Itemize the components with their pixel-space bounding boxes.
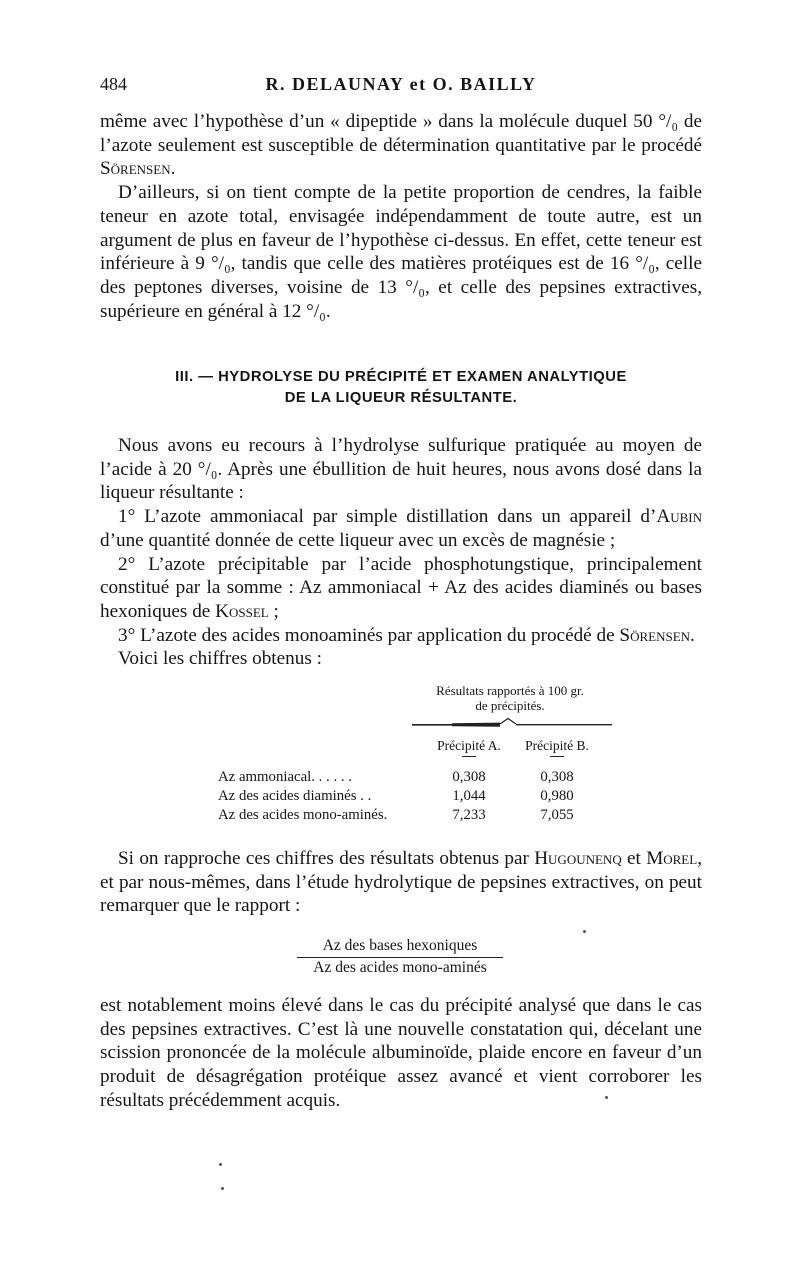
results-caption-line: de précipités.: [475, 698, 545, 713]
table-row: [218, 787, 596, 806]
fraction-numerator: Az des bases hexoniques: [297, 937, 503, 958]
value-b: 0,980: [540, 788, 574, 804]
ratio-fraction: [297, 937, 503, 977]
value-a: 1,044: [452, 788, 486, 804]
row-label: Az des acides mono-aminés.: [218, 807, 388, 823]
author-name: Morel: [646, 848, 698, 869]
results-intro: Voici les chiffres obtenus :: [118, 648, 322, 670]
body-text-comparison: [100, 847, 702, 918]
paragraph-comparison: [100, 847, 702, 918]
fraction-denominator: Az des acides mono-aminés: [313, 959, 487, 976]
results-caption-line: Résultats rapportés à 100 gr.: [436, 683, 584, 698]
paragraph-text: , et par nous-mêmes, dans l’étude hydrolytique de pepsines extractives, on peut remarquer que le rapport :: [100, 848, 702, 917]
author-name: Sörensen: [100, 158, 171, 180]
list-item-text: .: [690, 624, 695, 646]
dash-mark: [462, 756, 476, 757]
ornamental-rule: [412, 716, 612, 730]
list-item-1: [100, 505, 702, 552]
body-text-top: [100, 110, 702, 323]
list-item-text: ;: [268, 600, 279, 622]
dash-mark: [550, 756, 564, 757]
column-header-b: Précipité B.: [518, 738, 596, 768]
paper-speck: [583, 930, 586, 933]
body-text-middle: [100, 434, 702, 671]
author-name: Aubin: [656, 506, 702, 528]
results-caption: [405, 683, 615, 713]
paragraph-hydrolysis: Nous avons eu recours à l’hydrolyse sulfurique pratiquée au moyen de l’acide à 20 °/₀. Après une ébullition de huit heures, nous avons dosé dans la liqueur résultante :: [100, 435, 702, 504]
section-heading-line: III. — HYDROLYSE DU PRÉCIPITÉ ET EXAMEN ANALYTIQUE: [175, 369, 627, 385]
body-text-bottom: [100, 994, 702, 1113]
list-item-text: 2° L’azote précipitable par l’acide phosphotungstique, principalement constitué par la somme : Az ammoniacal + Az des acides diaminés ou bases hexoniques de: [100, 553, 702, 622]
value-a: 0,308: [452, 769, 486, 785]
row-label: Az des acides diaminés . .: [218, 788, 372, 804]
list-item-2: [100, 553, 702, 624]
paragraph-text: Si on rapproche ces chiffres des résultats obtenus par: [118, 848, 535, 869]
list-item-text: d’une quantité donnée de cette liqueur avec un excès de magnésie ;: [100, 529, 616, 551]
value-a: 7,233: [452, 807, 486, 823]
value-b: 7,055: [540, 807, 574, 823]
paragraph-text: même avec l’hypothèse d’un « dipeptide » dans la molécule duquel 50 °/₀ de l’azote seulement est susceptible de détermination quantitative par le procédé: [100, 111, 702, 156]
paragraph-text: et: [621, 848, 647, 869]
paragraph-ashes: D’ailleurs, si on tient compte de la petite proportion de cendres, la faible teneur en azote total, envisagée indépendamment de toute autre, est un argument de plus en faveur de l’hypothèse ci-dessus. En effet, cette teneur est inférieure à 9 °/₀, tandis que celle des matières protéiques est de 16 °/₀, celle des peptones diverses, voisine de 13 °/₀, et celle des pepsines extractives, supérieure en général à 12 °/₀.: [100, 182, 702, 322]
paragraph-continuation: [100, 110, 702, 181]
paper-speck: [605, 1096, 608, 1099]
results-table: [218, 738, 596, 825]
row-label: Az ammoniacal. . . . . .: [218, 769, 352, 785]
section-heading-line: DE LA LIQUEUR RÉSULTANTE.: [284, 390, 518, 406]
page-number: 484: [100, 74, 127, 94]
list-item-3: [100, 624, 702, 648]
author-name: Sörensen: [619, 624, 691, 646]
value-b: 0,308: [540, 769, 574, 785]
table-header-row: [218, 738, 596, 768]
author-name: Hugounenq: [534, 848, 622, 869]
table-row: [218, 806, 596, 825]
paper-speck: [219, 1163, 222, 1166]
running-head: R. DELAUNAY et O. BAILLY: [265, 74, 537, 94]
paper-speck: [221, 1187, 224, 1190]
table-row: [218, 768, 596, 787]
column-header-a: Précipité A.: [420, 738, 518, 768]
paragraph-conclusion: est notablement moins élevé dans le cas du précipité analysé que dans le cas des pepsines extractives. C’est là une nouvelle constatation qui, décelant une scission prononcée de la molécule albuminoïde, plaide encore en faveur d’un produit de désagrégation protéique assez avancé et vient corroborer les résultats précédemment acquis.: [100, 995, 702, 1111]
section-heading: [100, 367, 702, 409]
page-header: [100, 74, 702, 100]
paragraph-text: .: [170, 158, 176, 180]
list-item-text: 1° L’azote ammoniacal par simple distillation dans un appareil d’: [118, 506, 657, 528]
author-name: Kossel: [215, 600, 269, 622]
list-item-text: 3° L’azote des acides monoaminés par application du procédé de: [118, 624, 620, 646]
